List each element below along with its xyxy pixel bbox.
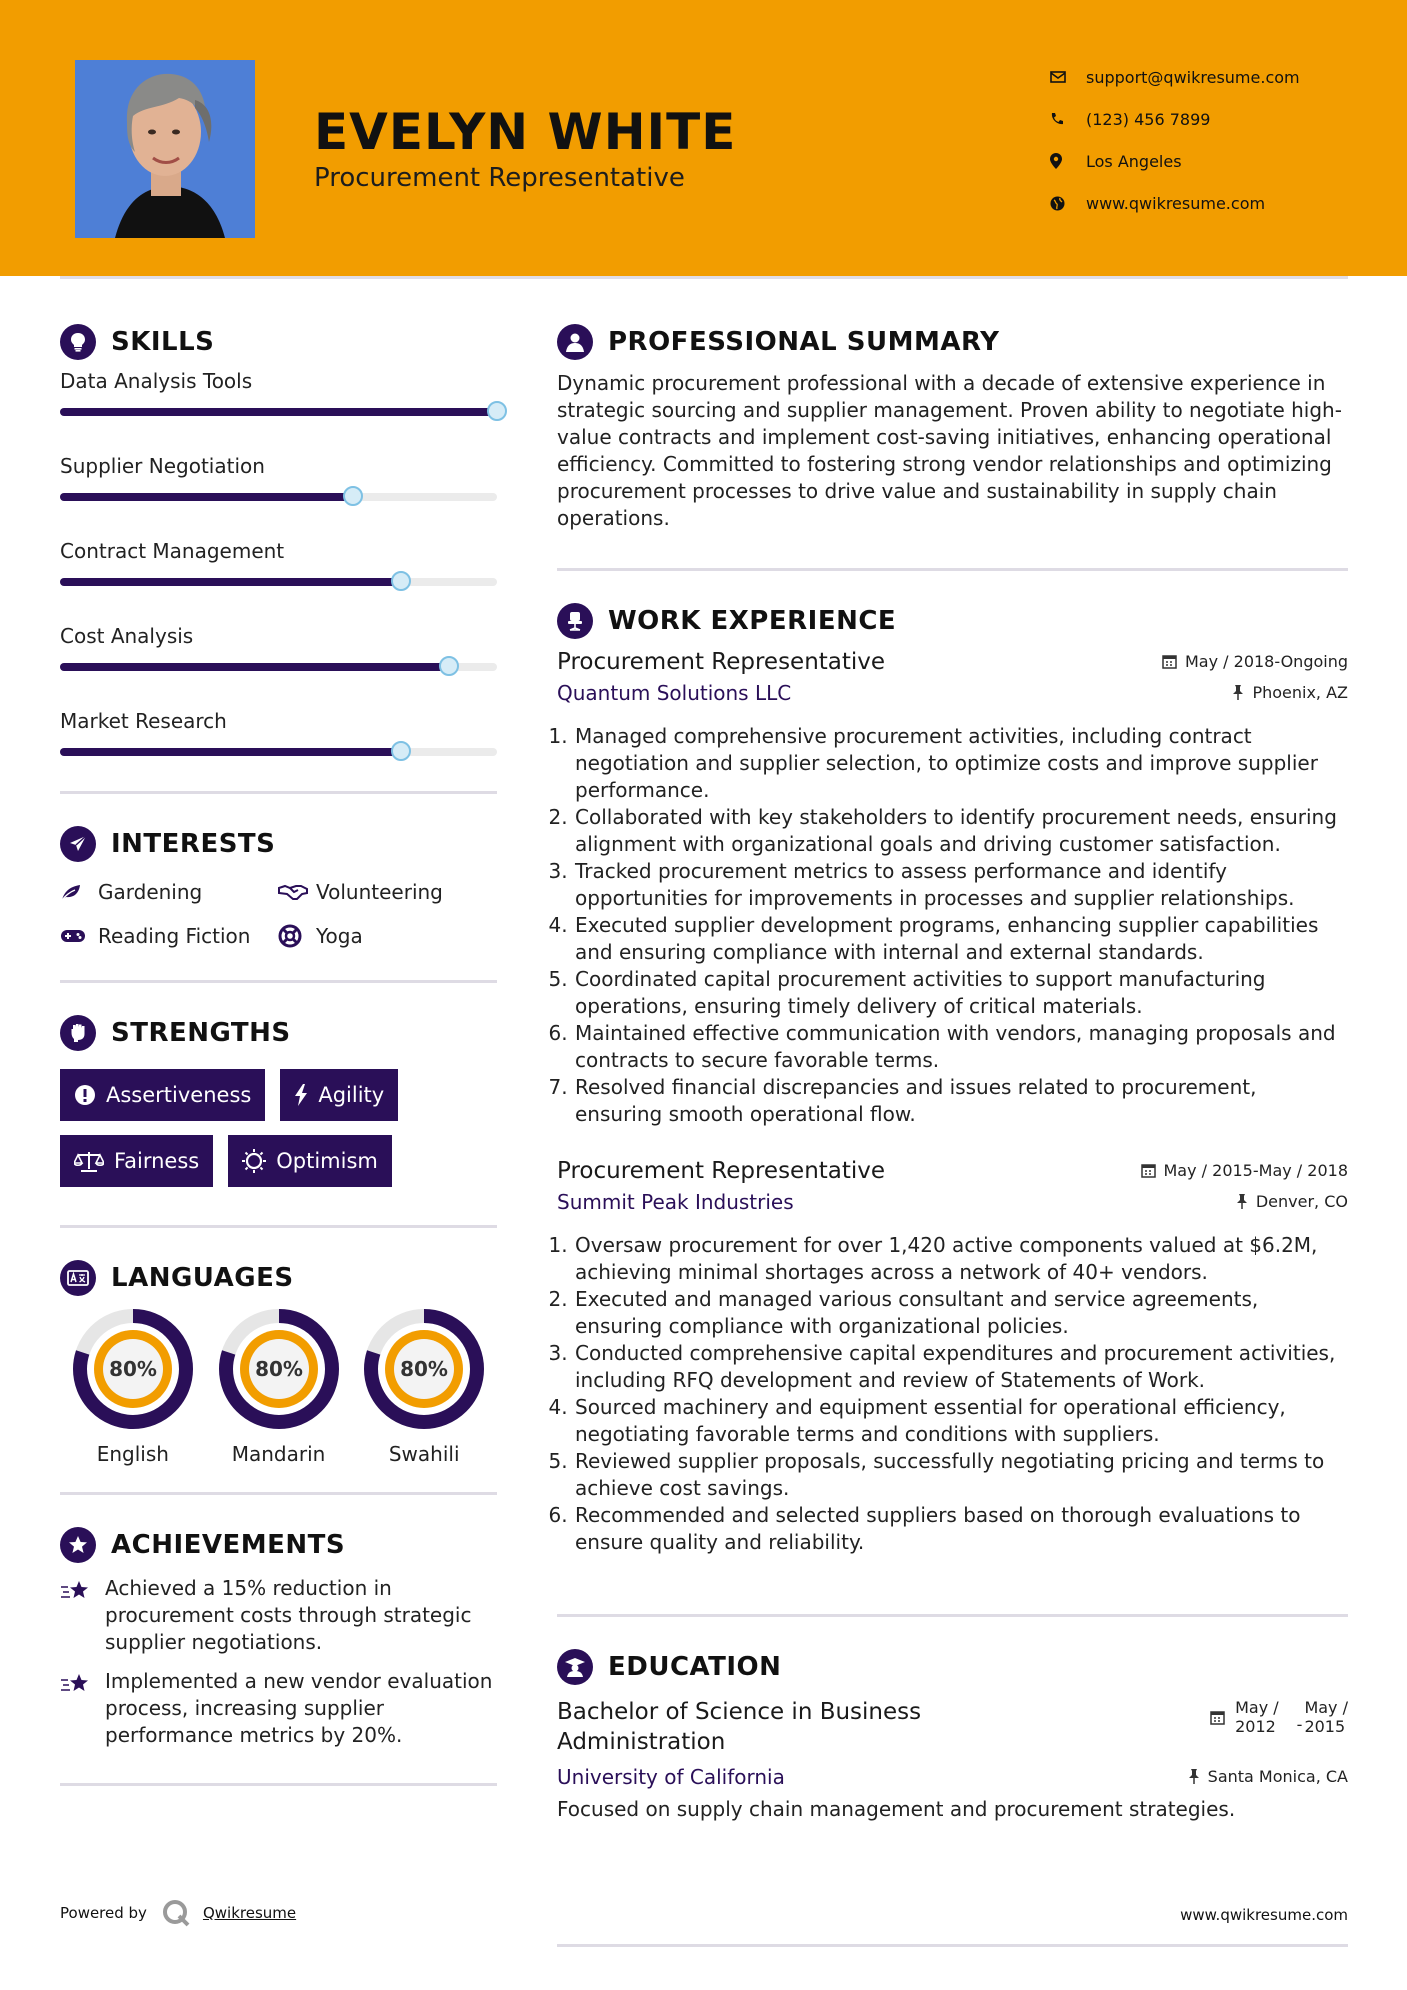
job-location: Phoenix, AZ — [1232, 683, 1348, 702]
skill-label: Market Research — [60, 709, 227, 733]
skills-section — [60, 322, 497, 756]
experience-section — [557, 601, 1348, 1556]
skills-heading: SKILLS — [60, 322, 497, 362]
contact-location: Los Angeles — [1050, 140, 1300, 182]
skill-bar-fill — [60, 663, 449, 671]
gamepad-icon — [60, 928, 98, 944]
skill-item — [60, 536, 497, 586]
language-item — [60, 1308, 206, 1466]
skill-bar — [60, 663, 497, 671]
skill-bar-fill — [60, 748, 401, 756]
date-separator: - — [1296, 1714, 1303, 1734]
language-item — [351, 1308, 497, 1466]
raised-fist-icon — [60, 1015, 96, 1051]
calendar-icon — [1141, 1163, 1156, 1178]
balance-scale-icon — [74, 1150, 104, 1172]
skills-list — [60, 366, 497, 756]
footer-divider — [557, 1944, 1348, 1947]
skill-bar-knob — [487, 401, 507, 421]
skill-item — [60, 621, 497, 671]
section-divider — [60, 1783, 497, 1786]
section-divider — [60, 1225, 497, 1228]
left-column — [60, 322, 497, 1786]
skill-bar — [60, 578, 497, 586]
interest-item: Volunteering — [278, 870, 443, 914]
skill-bar-fill — [60, 408, 497, 416]
skill-bar-knob — [391, 571, 411, 591]
achievements-heading: ACHIEVEMENTS — [60, 1525, 497, 1565]
education-dates — [1210, 1697, 1348, 1737]
header-divider — [60, 276, 1348, 279]
exclamation-circle-icon — [74, 1084, 96, 1106]
lifebuoy-icon — [278, 924, 316, 948]
phone-icon — [1050, 112, 1086, 126]
language-label: English — [96, 1442, 169, 1466]
job-header — [557, 649, 1348, 675]
shooting-star-icon — [60, 1668, 105, 1749]
summary-text: Dynamic procurement professional with a decade of extensive experience in strategic sourcing and supplier management. Proven ability to negotiate high-value contracts and implement cost-saving initiatives, enhancing operational efficiency. Committed to fostering strong vendor relationships and optimizing procurement processes to drive value and sustainability in supply chain operations. — [557, 371, 1342, 530]
degree-title: Bachelor of Science in Business Administration — [557, 1699, 922, 1755]
section-divider — [60, 791, 497, 794]
strength-tag: Agility — [280, 1069, 398, 1121]
interests-heading: INTERESTS — [60, 824, 497, 864]
job-subheader — [557, 681, 1348, 705]
summary-heading: PROFESSIONAL SUMMARY — [557, 322, 1348, 362]
skill-bar — [60, 748, 497, 756]
footer-website[interactable]: www.qwikresume.com — [1180, 1906, 1348, 1924]
candidate-title: Procurement Representative — [314, 163, 685, 193]
languages-heading: LANGUAGES — [60, 1258, 497, 1298]
skill-label: Contract Management — [60, 539, 285, 563]
language-percent: 80% — [254, 1357, 303, 1381]
right-column — [557, 322, 1348, 1821]
language-label: Mandarin — [231, 1442, 326, 1466]
skill-label: Supplier Negotiation — [60, 454, 265, 478]
education-heading: EDUCATION — [557, 1647, 1348, 1687]
list-item: 6. Recommended and selected suppliers based on thorough evaluations to ensure quality and reliability. — [574, 1502, 1348, 1556]
skill-label: Cost Analysis — [60, 624, 194, 648]
language-gauge — [72, 1308, 194, 1430]
list-item: 4. Executed supplier development programs, enhancing supplier capabilities and ensuring compliance with internal and external standards. — [574, 912, 1348, 966]
list-item: 7. Resolved financial discrepancies and issues related to procurement, ensuring smooth operational flow. — [574, 1074, 1348, 1128]
lightbulb-icon — [60, 324, 96, 360]
pushpin-icon — [1188, 1768, 1200, 1784]
languages-section — [60, 1258, 497, 1466]
job-entry — [557, 1158, 1348, 1556]
profile-photo — [75, 60, 255, 238]
strength-tag: Optimism — [228, 1135, 392, 1187]
interest-item: Reading Fiction — [60, 914, 278, 958]
education-subheader — [557, 1765, 1348, 1789]
section-divider — [557, 568, 1348, 571]
envelope-icon — [1050, 70, 1086, 84]
job-role: Procurement Representative — [557, 649, 886, 675]
shooting-star-icon — [60, 1575, 105, 1656]
strengths-list — [60, 1069, 497, 1187]
job-company: Summit Peak Industries — [557, 1190, 794, 1214]
job-entry — [557, 649, 1348, 1128]
sun-icon — [242, 1149, 266, 1173]
pushpin-icon — [1236, 1193, 1248, 1209]
interests-section — [60, 824, 497, 958]
interest-item: Gardening — [60, 870, 278, 914]
skill-bar-knob — [343, 486, 363, 506]
job-company: Quantum Solutions LLC — [557, 681, 792, 705]
achievement-item: Implemented a new vendor evaluation process, increasing supplier performance metrics by 20%. — [60, 1668, 497, 1749]
contact-phone[interactable]: (123) 456 7899 — [1050, 98, 1300, 140]
list-item: 4. Sourced machinery and equipment essential for operational efficiency, negotiating favorable terms and conditions with suppliers. — [574, 1394, 1348, 1448]
bolt-icon — [294, 1084, 308, 1106]
section-divider — [60, 1492, 497, 1495]
globe-icon — [1050, 196, 1086, 211]
language-percent: 80% — [108, 1357, 157, 1381]
contact-website[interactable]: www.qwikresume.com — [1050, 182, 1300, 224]
job-bullets — [557, 1232, 1348, 1556]
qwikresume-logo-icon — [161, 1898, 191, 1928]
powered-by: Powered by Qwikresume — [60, 1898, 296, 1928]
achievements-section — [60, 1525, 497, 1749]
interests-list — [60, 870, 497, 958]
contact-email[interactable]: support@qwikresume.com — [1050, 56, 1300, 98]
list-item: 3. Tracked procurement metrics to assess performance and identify opportunities for improvements in processes and supplier relationships. — [574, 858, 1348, 912]
language-gauge — [363, 1308, 485, 1430]
strengths-heading: STRENGTHS — [60, 1013, 497, 1053]
achievements-list — [60, 1575, 497, 1749]
section-divider — [60, 980, 497, 983]
language-item — [206, 1308, 352, 1466]
education-header — [557, 1697, 1348, 1757]
graduate-icon — [557, 1649, 593, 1685]
section-divider — [557, 1614, 1348, 1617]
skill-item — [60, 706, 497, 756]
skill-bar-knob — [439, 656, 459, 676]
education-description: Focused on supply chain management and procurement strategies. — [557, 1797, 1236, 1821]
education-end: May / 2015 — [1304, 1698, 1348, 1736]
job-bullets — [557, 723, 1348, 1128]
languages-list — [60, 1308, 497, 1466]
calendar-icon — [1162, 654, 1177, 669]
leaf-icon — [60, 883, 98, 901]
job-dates: May / 2018-Ongoing — [1162, 652, 1348, 671]
school-location: Santa Monica, CA — [1188, 1767, 1348, 1786]
strength-tag: Assertiveness — [60, 1069, 265, 1121]
skill-label: Data Analysis Tools — [60, 369, 253, 393]
candidate-name: EVELYN WHITE — [314, 103, 737, 161]
job-location: Denver, CO — [1236, 1192, 1348, 1211]
contact-list — [1050, 56, 1300, 224]
skill-bar — [60, 408, 497, 416]
strengths-section — [60, 1013, 497, 1187]
map-marker-icon — [1050, 153, 1086, 169]
pushpin-icon — [1232, 684, 1244, 700]
summary-section — [557, 322, 1348, 532]
list-item: 1. Managed comprehensive procurement activities, including contract negotiation and supplier selection, to optimize costs and improve supplier performance. — [574, 723, 1348, 804]
job-role: Procurement Representative — [557, 1158, 886, 1184]
strength-tag: Fairness — [60, 1135, 213, 1187]
achievement-item: Achieved a 15% reduction in procurement costs through strategic supplier negotiations. — [60, 1575, 497, 1656]
skill-item — [60, 366, 497, 416]
school-name: University of California — [557, 1765, 785, 1789]
skill-bar — [60, 493, 497, 501]
handshake-icon — [278, 883, 316, 901]
language-label: Swahili — [388, 1442, 460, 1466]
skill-bar-fill — [60, 578, 401, 586]
skill-bar-knob — [391, 741, 411, 761]
list-item: 3. Conducted comprehensive capital expenditures and procurement activities, including RFQ development and review of Statements of Work. — [574, 1340, 1348, 1394]
office-chair-icon — [557, 603, 593, 639]
list-item: 5. Reviewed supplier proposals, successfully negotiating pricing and terms to achieve cost savings. — [574, 1448, 1348, 1502]
skill-bar-fill — [60, 493, 353, 501]
experience-heading: WORK EXPERIENCE — [557, 601, 1348, 641]
interest-item: Yoga — [278, 914, 363, 958]
job-subheader — [557, 1190, 1348, 1214]
job-dates: May / 2015-May / 2018 — [1141, 1161, 1349, 1180]
list-item: 2. Executed and managed various consultant and service agreements, ensuring compliance with organizational policies. — [574, 1286, 1348, 1340]
brand-link[interactable]: Qwikresume — [202, 1904, 297, 1922]
list-item: 5. Coordinated capital procurement activities to support manufacturing operations, ensuring timely delivery of critical materials. — [574, 966, 1348, 1020]
star-badge-icon — [60, 1527, 96, 1563]
user-icon — [557, 324, 593, 360]
language-icon — [60, 1260, 96, 1296]
list-item: 6. Maintained effective communication with vendors, managing proposals and contracts to secure favorable terms. — [574, 1020, 1348, 1074]
education-start: May / 2012 — [1235, 1698, 1279, 1736]
list-item: 1. Oversaw procurement for over 1,420 active components valued at $6.2M, achieving minimal shortages across a network of 40+ vendors. — [574, 1232, 1348, 1286]
list-item: 2. Collaborated with key stakeholders to identify procurement needs, ensuring alignment with organizational goals and driving customer satisfaction. — [574, 804, 1348, 858]
language-gauge — [218, 1308, 340, 1430]
calendar-icon — [1210, 1710, 1225, 1725]
header-banner — [0, 0, 1407, 276]
language-percent: 80% — [400, 1357, 449, 1381]
education-section — [557, 1647, 1348, 1821]
paper-plane-icon — [60, 826, 96, 862]
skill-item — [60, 451, 497, 501]
job-header — [557, 1158, 1348, 1184]
